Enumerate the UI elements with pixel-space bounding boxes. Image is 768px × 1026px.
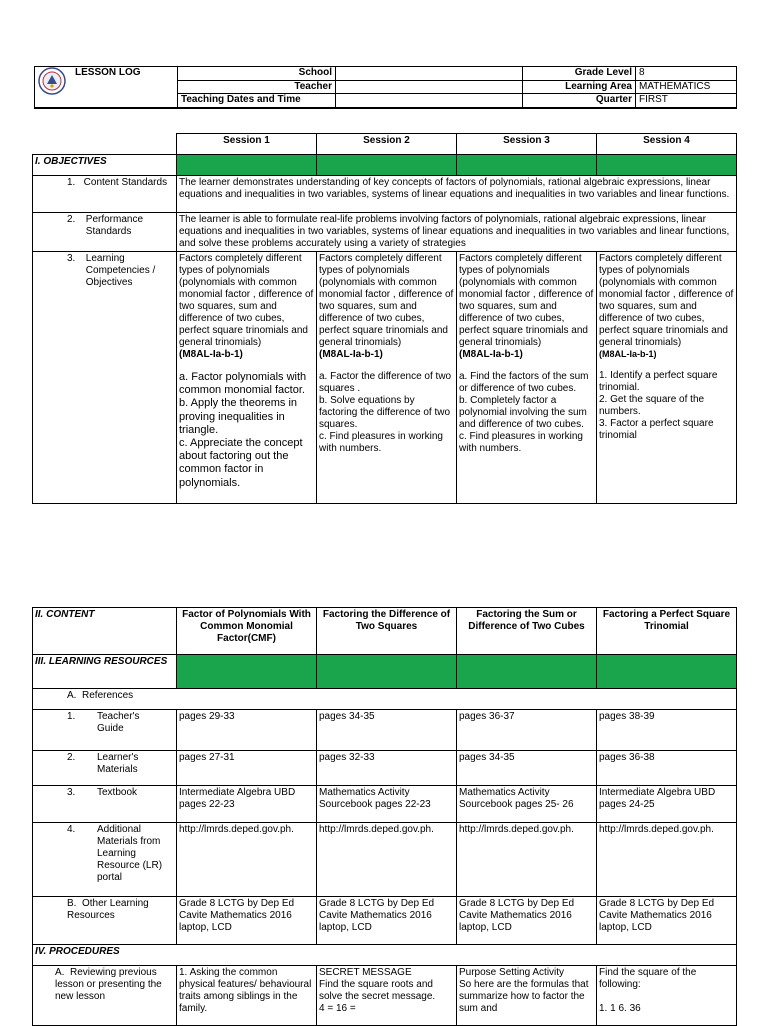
row-label: Teacher's Guide (97, 711, 140, 734)
teacher-value[interactable] (336, 80, 523, 94)
quarter-value[interactable]: FIRST (636, 94, 737, 108)
competency-code: (M8AL-Ia-b-1) (319, 349, 383, 360)
objectives-heading: I. OBJECTIVES (33, 155, 177, 176)
objectives-table (32, 133, 737, 504)
content-table (32, 607, 737, 1026)
references-label: A. References (33, 689, 737, 710)
learners-materials-s4: pages 36-38 (597, 751, 737, 786)
other-resources-label: B. Other Learning Resources (67, 898, 149, 921)
competency-text: Factors completely different types of polynomials (polynomials with common monomial factor , difference of two squares, sum and difference of two cubes, perfect square trinomials and general trinomials) (599, 253, 734, 348)
school-value[interactable] (336, 67, 523, 81)
header-table (34, 66, 737, 109)
resources-green-2 (317, 655, 457, 689)
additional-materials-s3[interactable]: http://lmrds.deped.gov.ph. (457, 823, 597, 897)
teacher-label: Teacher (178, 80, 336, 94)
objectives-green-2 (317, 155, 457, 176)
row-num: 1. (67, 711, 76, 722)
grade-value[interactable]: 8 (636, 67, 737, 81)
other-resources-s2: Grade 8 LCTG by Dep Ed Cavite Mathematics 2016 laptop, LCD (317, 897, 457, 945)
performance-label: Performance Standards (85, 214, 144, 237)
teachers-guide-s3: pages 36-37 (457, 710, 597, 751)
content-topic-2: Factoring the Difference of Two Squares (317, 608, 457, 655)
teachers-guide-label-cell (33, 710, 177, 751)
procedures-heading: IV. PROCEDURES (33, 945, 737, 966)
other-resources-s4: Grade 8 LCTG by Dep Ed Cavite Mathematics 2016 laptop, LCD (597, 897, 737, 945)
competency-text: Factors completely different types of polynomials (polynomials with common monomial factor , difference of two squares, sum and difference of two cubes, perfect square trinomials and general trinomials) (319, 253, 454, 348)
textbook-s4: Intermediate Algebra UBD pages 24-25 (597, 786, 737, 823)
session-1-header: Session 1 (177, 134, 317, 155)
competency-session-2 (317, 252, 457, 504)
competency-code: (M8AL-Ia-b-1) (179, 349, 243, 360)
reviewing-s4: Find the square of the following: 1. 1 6. 36 (597, 966, 737, 1026)
teachers-guide-s4: pages 38-39 (597, 710, 737, 751)
session-4-header: Session 4 (597, 134, 737, 155)
school-label: School (178, 67, 336, 81)
resources-green-4 (597, 655, 737, 689)
competency-session-3 (457, 252, 597, 504)
learners-materials-s1: pages 27-31 (177, 751, 317, 786)
row-num: 3. (67, 787, 76, 798)
session-objectives: a. Find the factors of the sum or difference of two cubes. b. Completely factor a polynomial involving the sum and difference of two cubes. c. Find pleasures in working with numbers. (459, 371, 589, 454)
content-standards-text: The learner demonstrates understanding of key concepts of factors of polynomials, rational algebraic expressions, linear equations and inequalities in two variables, systems of linear equations and inequalities in two variables and linear functions. (177, 176, 737, 213)
other-resources-s1: Grade 8 LCTG by Dep Ed Cavite Mathematics 2016 laptop, LCD (177, 897, 317, 945)
content-topic-1: Factor of Polynomials With Common Monomial Factor(CMF) (177, 608, 317, 655)
resources-heading: III. LEARNING RESOURCES (33, 655, 177, 689)
learners-materials-s2: pages 32-33 (317, 751, 457, 786)
competencies-num: 3. (67, 253, 76, 264)
reviewing-label: A. Reviewing previous lesson or presenting the new lesson (55, 967, 162, 1002)
competencies-label-cell (33, 252, 177, 504)
other-resources-label-cell (33, 897, 177, 945)
session-objectives: a. Factor polynomials with common monomial factor. b. Apply the theorems in proving inequalities in triangle. c. Appreciate the concept about factoring out the common factor in polynomials. (179, 371, 307, 489)
content-topic-4: Factoring a Perfect Square Trinomial (597, 608, 737, 655)
additional-materials-s2[interactable]: http://lmrds.deped.gov.ph. (317, 823, 457, 897)
performance-standards-text: The learner is able to formulate real-life problems involving factors of polynomials, rational algebraic expressions, linear equations and inequalities in two variables, systems of linear equations and inequalities in two variables and linear functions, and solve these problems accurately using a variety of strategies (177, 213, 737, 252)
row-label: Learner's Materials (97, 752, 139, 775)
quarter-label: Quarter (523, 94, 636, 108)
grade-label: Grade Level (523, 67, 636, 81)
textbook-s2: Mathematics Activity Sourcebook pages 22-23 (317, 786, 457, 823)
competency-code: (M8AL-Ia-b-1) (459, 349, 523, 360)
row-label: Textbook (97, 787, 138, 798)
session-objectives: 1. Identify a perfect square trinomial. 2. Get the square of the numbers. 3. Factor a perfect square trinomial (599, 369, 718, 441)
dates-value[interactable] (336, 94, 523, 108)
session-3-header: Session 3 (457, 134, 597, 155)
area-value[interactable]: MATHEMATICS (636, 80, 737, 94)
other-resources-s3: Grade 8 LCTG by Dep Ed Cavite Mathematics 2016 laptop, LCD (457, 897, 597, 945)
competency-session-1 (177, 252, 317, 504)
textbook-s1: Intermediate Algebra UBD pages 22-23 (177, 786, 317, 823)
performance-standards-label-cell (33, 213, 177, 252)
reviewing-s3: Purpose Setting Activity So here are the formulas that summarize how to factor the sum and (457, 966, 597, 1026)
textbook-label-cell (33, 786, 177, 823)
competencies-label: Learning Competencies / Objectives (85, 253, 156, 288)
session-2-header: Session 2 (317, 134, 457, 155)
area-label: Learning Area (523, 80, 636, 94)
competency-code: (M8AL-Ia-b-1) (599, 349, 657, 359)
teachers-guide-s2: pages 34-35 (317, 710, 457, 751)
learners-materials-label-cell (33, 751, 177, 786)
textbook-s3: Mathematics Activity Sourcebook pages 25- 26 (457, 786, 597, 823)
objectives-green-1 (177, 155, 317, 176)
resources-green-1 (177, 655, 317, 689)
reviewing-label-cell (33, 966, 177, 1026)
additional-materials-s1[interactable]: http://lmrds.deped.gov.ph. (177, 823, 317, 897)
reviewing-s2: SECRET MESSAGE Find the square roots and solve the secret message. 4 = 16 = (317, 966, 457, 1026)
content-topic-3: Factoring the Sum or Difference of Two Cubes (457, 608, 597, 655)
competency-text: Factors completely different types of polynomials (polynomials with common monomial factor , difference of two squares, sum and difference of two cubes, perfect square trinomials and general trinomials) (459, 253, 594, 348)
row-num: 2. (67, 752, 76, 763)
content-heading: II. CONTENT (33, 608, 177, 655)
header-title: LESSON LOG (75, 67, 141, 78)
reviewing-s1: 1. Asking the common physical features/ behavioural traits among siblings in the family. (177, 966, 317, 1026)
objectives-green-4 (597, 155, 737, 176)
content-standards-label: 1. Content Standards (33, 176, 177, 213)
competency-text: Factors completely different types of polynomials (polynomials with common monomial factor , difference of two squares, sum and difference of two cubes, perfect square trinomials and general trinomials) (179, 253, 314, 348)
header-logo-cell (35, 67, 178, 108)
resources-green-3 (457, 655, 597, 689)
row-num: 4. (67, 824, 76, 835)
teachers-guide-s1: pages 29-33 (177, 710, 317, 751)
row-label: Additional Materials from Learning Resource (LR) portal (97, 824, 163, 883)
competency-session-4 (597, 252, 737, 504)
performance-num: 2. (67, 214, 76, 225)
additional-materials-label-cell (33, 823, 177, 897)
deped-seal-icon (38, 67, 66, 95)
session-objectives: a. Factor the difference of two squares . b. Solve equations by factoring the difference of two squares. c. Find pleasures in working with numbers. (319, 371, 452, 454)
blank-corner (33, 134, 177, 155)
objectives-green-3 (457, 155, 597, 176)
learners-materials-s3: pages 34-35 (457, 751, 597, 786)
dates-label: Teaching Dates and Time (178, 94, 336, 108)
additional-materials-s4[interactable]: http://lmrds.deped.gov.ph. (597, 823, 737, 897)
